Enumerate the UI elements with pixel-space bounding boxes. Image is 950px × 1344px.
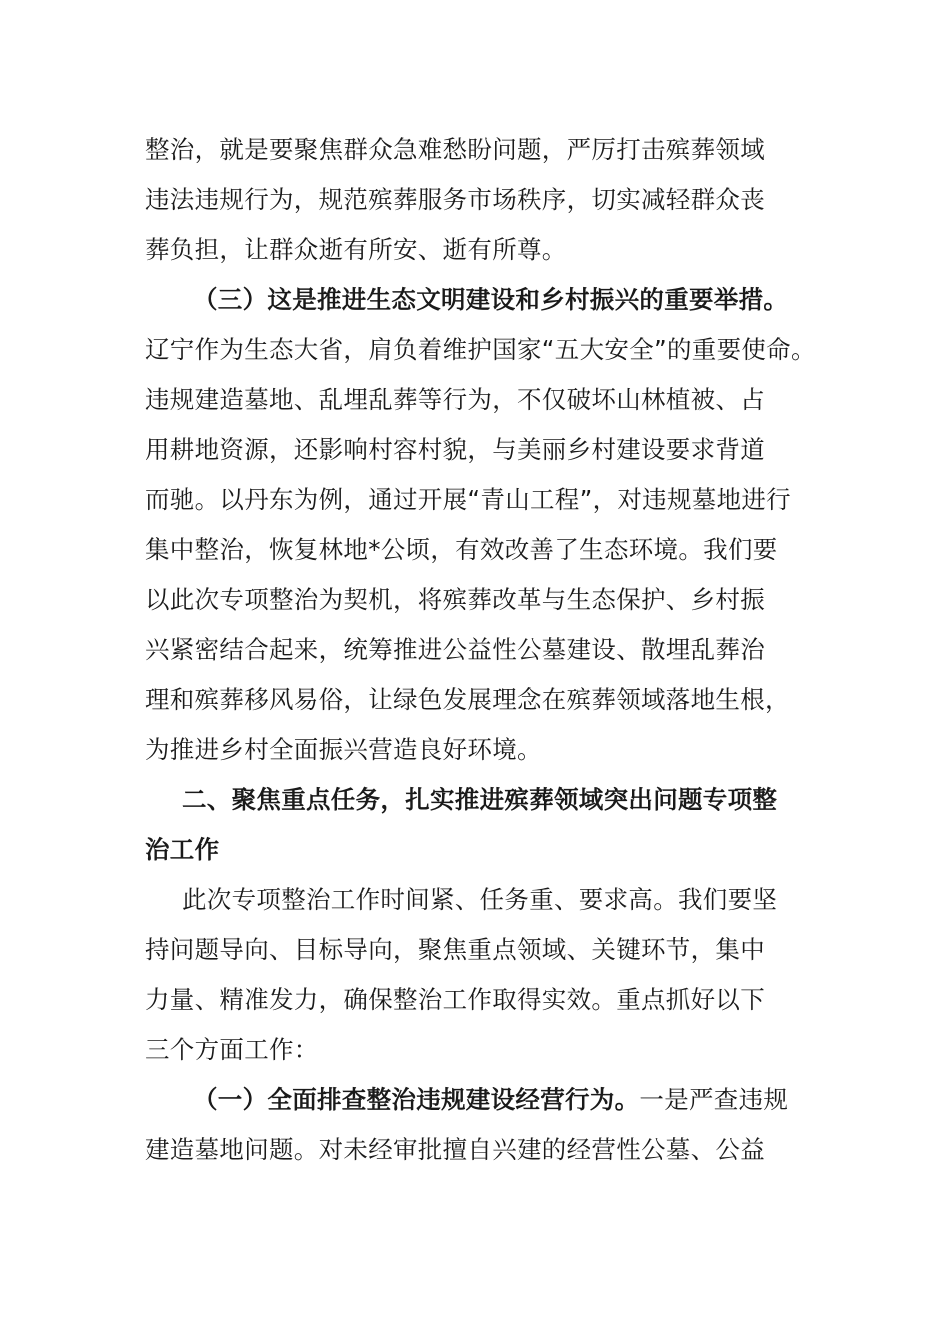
body-line: 此次专项整治工作时间紧、任务重、要求高。我们要坚 [182, 885, 778, 914]
body-line: 而驰。以丹东为例，通过开展“青山工程”，对违规墓地进行 [145, 485, 791, 514]
body-line: 以此次专项整治为契机，将殡葬改革与生态保护、乡村振 [145, 585, 765, 614]
body-line: 用耕地资源，还影响村容村貌，与美丽乡村建设要求背道 [145, 435, 765, 464]
body-line: 力量、精准发力，确保整治工作取得实效。重点抓好以下 [145, 985, 765, 1014]
body-line: 兴紧密结合起来，统筹推进公益性公墓建设、散埋乱葬治 [145, 635, 765, 664]
body-line: 理和殡葬移风易俗，让绿色发展理念在殡葬领域落地生根， [145, 685, 790, 714]
section-heading-two: 二、聚焦重点任务，扎实推进殡葬领域突出问题专项整 [182, 785, 778, 814]
body-line: 葬负担，让群众逝有所安、逝有所尊。 [145, 235, 567, 264]
body-line: 辽宁作为生态大省，肩负着维护国家“五大安全”的重要使命。 [145, 335, 816, 364]
subheading-one-line [145, 1075, 825, 1125]
body-line: 持问题导向、目标导向，聚焦重点领域、关键环节，集中 [145, 935, 765, 964]
section-heading-two-cont: 治工作 [145, 835, 220, 864]
body-line: 三个方面工作： [145, 1035, 319, 1064]
body-line: 整治，就是要聚焦群众急难愁盼问题，严厉打击殡葬领域 [145, 135, 765, 164]
subheading-one: （一）全面排查整治违规建设经营行为。 [193, 1085, 640, 1114]
body-line: 违规建造墓地、乱埋乱葬等行为，不仅破坏山林植被、占 [145, 385, 765, 414]
document-body [145, 125, 825, 1175]
body-line: 违法违规行为，规范殡葬服务市场秩序，切实减轻群众丧 [145, 185, 765, 214]
subheading-three: （三）这是推进生态文明建设和乡村振兴的重要举措。 [193, 285, 789, 314]
body-line: 集中整治，恢复林地*公顷，有效改善了生态环境。我们要 [145, 535, 778, 564]
body-line: 为推进乡村全面振兴营造良好环境。 [145, 735, 542, 764]
subheading-one-text: 一是严查违规 [639, 1085, 789, 1114]
body-line: 建造墓地问题。对未经审批擅自兴建的经营性公墓、公益 [145, 1135, 765, 1164]
